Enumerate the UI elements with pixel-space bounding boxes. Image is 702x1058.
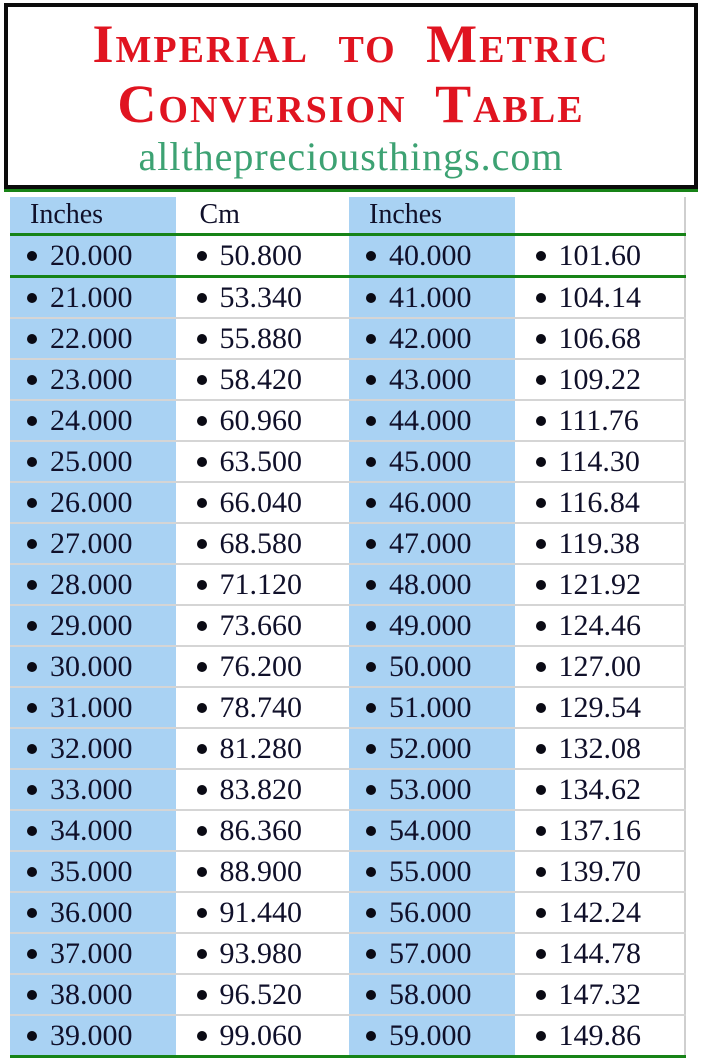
table-cell [349,975,515,1014]
bullet-icon [536,621,546,631]
cell-value: 29.000 [50,608,133,642]
bullet-icon [366,1031,376,1041]
table-cell [349,811,515,850]
table-row [10,319,686,360]
bullet-icon [536,251,546,261]
table-row [10,524,686,565]
cell-value: 54.000 [389,813,472,847]
bullet-icon [366,703,376,713]
table-cell [519,442,687,481]
table-cell [519,483,687,522]
table-cell [349,852,515,891]
cell-value: 129.54 [558,690,641,724]
table-row [10,401,686,442]
cell-value: 21.000 [50,280,133,314]
bullet-icon [27,251,37,261]
cell-value: 50.800 [219,238,302,272]
bullet-icon [536,334,546,344]
table-row [10,893,686,934]
bullet-icon [197,334,207,344]
cell-value: 53.000 [389,772,472,806]
table-cell [10,688,176,727]
bullet-icon [536,662,546,672]
bullet-icon [27,416,37,426]
table-cell [519,524,687,563]
bullet-icon [27,662,37,672]
table-cell [10,852,176,891]
cell-value: 31.000 [50,690,133,724]
table-row [10,934,686,975]
bullet-icon [366,949,376,959]
cell-value: 40.000 [389,238,472,272]
bullet-icon [536,457,546,467]
bullet-icon [536,375,546,385]
table-cell [519,647,687,686]
cell-value: 83.820 [219,772,302,806]
table-cell [519,401,687,440]
table-cell [349,319,515,358]
bullet-icon [27,539,37,549]
table-cell [519,278,687,317]
table-cell [10,483,176,522]
table-row [10,729,686,770]
bullet-icon [366,990,376,1000]
table-cell [349,524,515,563]
bullet-icon [27,293,37,303]
top-green-divider [4,189,698,192]
table-cell [519,236,687,275]
bullet-icon [197,785,207,795]
table-cell [519,565,687,604]
bullet-icon [366,375,376,385]
bullet-icon [536,703,546,713]
table-row [10,360,686,401]
cell-value: 51.000 [389,690,472,724]
table-row [10,565,686,606]
bullet-icon [366,826,376,836]
cell-value: 139.70 [558,854,641,888]
table-cell [349,729,515,768]
bullet-icon [27,1031,37,1041]
cell-value: 71.120 [219,567,302,601]
bullet-icon [27,908,37,918]
table-cell [180,236,346,275]
bullet-icon [197,498,207,508]
bullet-icon [536,580,546,590]
cell-value: 78.740 [219,690,302,724]
bullet-icon [366,908,376,918]
table-row [10,647,686,688]
cell-value: 68.580 [219,526,302,560]
bullet-icon [366,867,376,877]
cell-value: 144.78 [558,936,641,970]
bullet-icon [197,703,207,713]
bullet-icon [536,498,546,508]
cell-value: 106.68 [558,321,641,355]
table-cell [180,401,346,440]
table-cell [180,565,346,604]
bullet-icon [536,785,546,795]
conversion-table [10,197,686,1058]
bullet-icon [536,293,546,303]
bullet-icon [536,416,546,426]
cell-value: 58.000 [389,977,472,1011]
cell-value: 35.000 [50,854,133,888]
cell-value: 59.000 [389,1018,472,1052]
cell-value: 104.14 [558,280,641,314]
cell-value: 34.000 [50,813,133,847]
bullet-icon [197,949,207,959]
table-cell [10,1016,176,1055]
table-cell [10,729,176,768]
cell-value: 124.46 [558,608,641,642]
bullet-icon [197,457,207,467]
table-cell [180,770,346,809]
cell-value: 66.040 [219,485,302,519]
table-cell [180,893,346,932]
cell-value: 24.000 [50,403,133,437]
table-cell [10,524,176,563]
table-cell [180,688,346,727]
table-cell [349,647,515,686]
cell-value: 56.000 [389,895,472,929]
table-row [10,975,686,1016]
table-cell [349,606,515,645]
bullet-icon [366,539,376,549]
table-cell [180,278,346,317]
page-title-line-2: Conversion Table [117,74,585,134]
cell-value: 37.000 [50,936,133,970]
table-cell [180,647,346,686]
bullet-icon [366,744,376,754]
cell-value: 43.000 [389,362,472,396]
cell-value: 134.62 [558,772,641,806]
cell-value: 86.360 [219,813,302,847]
table-cell [180,934,346,973]
table-header-row [10,197,686,236]
bullet-icon [197,990,207,1000]
cell-value: 48.000 [389,567,472,601]
bullet-icon [366,293,376,303]
cell-value: 96.520 [219,977,302,1011]
cell-value: 99.060 [219,1018,302,1052]
table-cell [10,811,176,850]
bullet-icon [27,703,37,713]
bullet-icon [197,1031,207,1041]
cell-value: 39.000 [50,1018,133,1052]
table-cell [10,565,176,604]
table-cell [10,442,176,481]
cell-value: 55.000 [389,854,472,888]
cell-value: 63.500 [219,444,302,478]
bullet-icon [27,867,37,877]
cell-value: 93.980 [219,936,302,970]
table-cell [10,319,176,358]
cell-value: 52.000 [389,731,472,765]
bullet-icon [197,867,207,877]
column-header-cm-left: Cm [180,197,346,233]
cell-value: 60.960 [219,403,302,437]
cell-value: 28.000 [50,567,133,601]
table-row [10,1016,686,1058]
table-row [10,770,686,811]
bullet-icon [197,293,207,303]
table-cell [349,1016,515,1055]
bullet-icon [197,416,207,426]
cell-value: 111.76 [558,403,639,437]
table-cell [10,770,176,809]
bullet-icon [536,949,546,959]
bullet-icon [197,908,207,918]
table-cell [180,360,346,399]
website-text: allthepreciousthings.com [138,134,564,179]
cell-value: 42.000 [389,321,472,355]
bullet-icon [197,251,207,261]
cell-value: 57.000 [389,936,472,970]
bullet-icon [197,826,207,836]
bullet-icon [366,498,376,508]
bullet-icon [27,580,37,590]
bullet-icon [27,949,37,959]
header-box [4,3,698,189]
cell-value: 127.00 [558,649,641,683]
bullet-icon [366,580,376,590]
column-header-inches-left: Inches [10,197,176,233]
table-cell [349,442,515,481]
table-cell [180,524,346,563]
bullet-icon [366,662,376,672]
table-cell [180,811,346,850]
bullet-icon [536,826,546,836]
bullet-icon [536,990,546,1000]
cell-value: 132.08 [558,731,641,765]
cell-value: 149.86 [558,1018,641,1052]
table-cell [10,893,176,932]
table-cell [180,852,346,891]
cell-value: 30.000 [50,649,133,683]
table-row [10,236,686,278]
table-cell [10,236,176,275]
table-cell [180,483,346,522]
table-cell [10,278,176,317]
cell-value: 81.280 [219,731,302,765]
cell-value: 23.000 [50,362,133,396]
bullet-icon [27,334,37,344]
bullet-icon [536,744,546,754]
bullet-icon [366,334,376,344]
cell-value: 46.000 [389,485,472,519]
table-cell [349,565,515,604]
column-header-cm-right [519,197,687,233]
cell-value: 32.000 [50,731,133,765]
cell-value: 142.24 [558,895,641,929]
table-cell [519,606,687,645]
cell-value: 49.000 [389,608,472,642]
cell-value: 101.60 [558,238,641,272]
cell-value: 50.000 [389,649,472,683]
cell-value: 22.000 [50,321,133,355]
bullet-icon [366,251,376,261]
table-cell [349,483,515,522]
table-cell [10,606,176,645]
bullet-icon [197,662,207,672]
bullet-icon [197,621,207,631]
cell-value: 26.000 [50,485,133,519]
table-cell [519,934,687,973]
table-cell [10,934,176,973]
cell-value: 53.340 [219,280,302,314]
table-cell [349,278,515,317]
table-cell [349,934,515,973]
cell-value: 109.22 [558,362,641,396]
table-row [10,811,686,852]
table-row [10,606,686,647]
table-cell [180,319,346,358]
bullet-icon [27,785,37,795]
bullet-icon [27,744,37,754]
cell-value: 137.16 [558,813,641,847]
bullet-icon [197,744,207,754]
table-cell [349,236,515,275]
table-cell [519,811,687,850]
cell-value: 116.84 [558,485,640,519]
bullet-icon [27,990,37,1000]
table-cell [349,360,515,399]
table-cell [349,688,515,727]
table-cell [519,770,687,809]
bullet-icon [27,375,37,385]
cell-value: 20.000 [50,238,133,272]
bullet-icon [536,867,546,877]
table-cell [180,975,346,1014]
table-rows [10,236,686,1058]
cell-value: 36.000 [50,895,133,929]
cell-value: 55.880 [219,321,302,355]
table-cell [519,319,687,358]
bullet-icon [366,416,376,426]
table-cell [519,1016,687,1055]
cell-value: 119.38 [558,526,640,560]
table-cell [519,360,687,399]
bullet-icon [197,375,207,385]
table-cell [519,975,687,1014]
cell-value: 38.000 [50,977,133,1011]
cell-value: 45.000 [389,444,472,478]
table-cell [519,729,687,768]
cell-value: 27.000 [50,526,133,560]
table-cell [349,893,515,932]
table-cell [180,606,346,645]
bullet-icon [27,457,37,467]
cell-value: 121.92 [558,567,641,601]
bullet-icon [366,621,376,631]
cell-value: 44.000 [389,403,472,437]
cell-value: 147.32 [558,977,641,1011]
page-title-line-1: Imperial to Metric [92,14,610,74]
table-cell [180,442,346,481]
table-cell [519,852,687,891]
bullet-icon [27,826,37,836]
table-cell [180,729,346,768]
bullet-icon [536,539,546,549]
table-cell [349,770,515,809]
table-row [10,483,686,524]
cell-value: 25.000 [50,444,133,478]
bullet-icon [27,621,37,631]
bullet-icon [536,908,546,918]
table-cell [10,975,176,1014]
bullet-icon [366,785,376,795]
table-cell [519,893,687,932]
column-header-inches-right: Inches [349,197,515,233]
table-cell [10,401,176,440]
bullet-icon [197,580,207,590]
cell-value: 76.200 [219,649,302,683]
cell-value: 88.900 [219,854,302,888]
cell-value: 73.660 [219,608,302,642]
table-row [10,688,686,729]
table-cell [10,647,176,686]
table-row [10,442,686,483]
table-row [10,852,686,893]
table-cell [519,688,687,727]
table-cell [349,401,515,440]
table-cell [180,1016,346,1055]
cell-value: 33.000 [50,772,133,806]
bullet-icon [27,498,37,508]
bullet-icon [197,539,207,549]
table-row [10,278,686,319]
cell-value: 47.000 [389,526,472,560]
bullet-icon [366,457,376,467]
cell-value: 58.420 [219,362,302,396]
table-cell [10,360,176,399]
cell-value: 91.440 [219,895,302,929]
cell-value: 114.30 [558,444,640,478]
bullet-icon [536,1031,546,1041]
cell-value: 41.000 [389,280,472,314]
